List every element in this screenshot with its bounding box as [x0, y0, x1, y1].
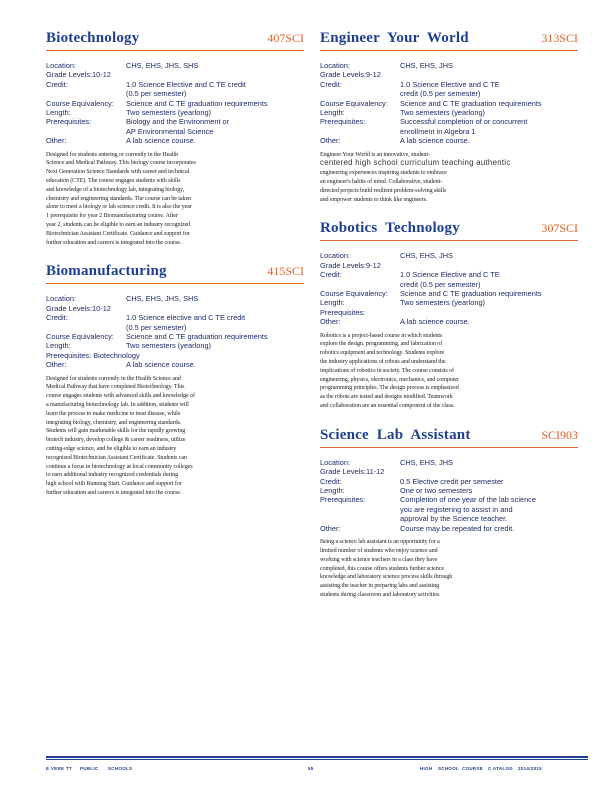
info-length [320, 108, 578, 117]
course-code: 313SCI [541, 31, 578, 45]
info-value: Science and C TE graduation requirements [126, 332, 268, 342]
info-prerequisites [46, 117, 304, 136]
course-info [46, 61, 304, 146]
info-grade-levels [46, 304, 304, 313]
info-length [46, 341, 304, 350]
course-description: Designed for students currently in the Health Science and Medical Pathway that have completed Biotechnology. This course engages students with advanced skills and knowledge of a manufacturing biotechnology lab. In addition, students will learn the process to make medicine to treat disease, while integrating biology, chemistry, and engineering standards. Students will gain marketable skills for the rapidly growing biotech industry, develop college & career readiness, utilize cutting-edge science, and be eligible to earn an industry recognized Biotechnician Assistant Certificate. Students can continue a focus in biotechnology at local community colleges to earn additional industry recognized credentials during high school with Running Start. Guidance and support for further education and careers is integrated into the course. [46, 375, 195, 497]
info-value: A lab science course. [126, 360, 196, 370]
course-title: Science Lab Assistant [320, 426, 471, 443]
info-other [320, 136, 578, 145]
course-science-lab-assistant [320, 427, 578, 600]
info-grade-levels [320, 70, 578, 79]
footer-district: E VERE TT [46, 766, 72, 771]
course-header [320, 220, 578, 241]
info-label: Other: [46, 360, 67, 370]
info-equivalency [320, 289, 578, 298]
info-equivalency [46, 332, 304, 341]
info-location [46, 61, 304, 70]
course-description: Being a science lab assistant is an opportunity for a limited number of students who enjoy science and working with science teachers in a class they have completed, this course offers students further science knowledge and laboratory science process skills through assisting the teacher in preparing labs and assisting students during classroom and laboratory activities. [320, 539, 453, 598]
course-description: Designed for students entering or currently in the Health Science and Medical Pathway. This biology course incorporates Next Generation Science Standards with career and technical education (CTE). The course engages students with skills and knowledge of a biotechnology lab, integrating biology, chemistry and engineering standards. The course can be taken alone to meet a biology or lab science credit. It is also the year 1 prerequisite for year 2 Biomanufacturing course. After year 2, students can be eligible to earn an industry recognized Biotechnician Assistant Certificate. Guidance and support for further education and careers is integrated into the course. [46, 151, 196, 246]
course-title: Biotechnology [46, 30, 140, 46]
info-length [46, 108, 304, 117]
info-value: Two semesters (yearlong) [126, 341, 212, 351]
info-value: Biology and the Environment or AP Environmental Science [126, 117, 230, 136]
info-grade-levels [320, 467, 578, 476]
info-value: CHS, EHS, JHS [400, 61, 453, 70]
info-label: Credit: [46, 313, 68, 323]
page-number: 55 [308, 766, 314, 771]
info-value: Science and C TE graduation requirements [126, 98, 268, 108]
info-length [320, 298, 578, 307]
info-value: Successful completion of or concurrent enrollment in Algebra 1 [400, 117, 528, 136]
info-length [320, 486, 578, 495]
info-value: CHS, EHS, JHS, SHS [126, 294, 199, 304]
info-label: Location: [320, 61, 350, 70]
info-label: Credit: [320, 476, 342, 486]
info-credit [46, 80, 304, 99]
course-code: SCI903 [541, 427, 578, 442]
info-label: Prerequisites: [320, 495, 366, 505]
info-equivalency [46, 99, 304, 108]
info-value: 1.0 Science elective and C TE credit (0.5 per semester) [126, 313, 245, 332]
info-label: Prerequisites: [320, 307, 366, 317]
course-robotics-technology [320, 220, 578, 410]
course-header [320, 30, 578, 51]
info-value: CHS, EHS, JHS [400, 457, 453, 467]
course-title: Robotics Technology [320, 220, 460, 237]
course-header [320, 427, 578, 448]
description-highlight: centered high school curriculum teaching authentic [320, 158, 511, 168]
info-value: 1.0 Science Elective and C TE credit (0.5 per semester) [126, 79, 246, 99]
info-label: Credit: [320, 79, 342, 89]
info-label: Prerequisites: Biotechnology [46, 350, 140, 360]
info-label: Length: [46, 108, 71, 118]
page-footer [46, 766, 576, 776]
info-value: Completion of one year of the lab science you are registering to assist in and approval by the Science teacher. [400, 495, 536, 524]
course-title: Biomanufacturing [46, 263, 167, 280]
info-label: Location: [320, 251, 350, 261]
course-code: 307SCI [541, 221, 578, 236]
info-label: Other: [320, 523, 341, 533]
info-grade-levels [320, 261, 578, 270]
info-value: Science and C TE graduation requirements [400, 98, 542, 108]
course-description: Robotics is a project-based course in which students explore the design, programming, and fabrication of robotics equipment and technology. Students explore the industry applications of robots and understand the implications of robotics in society. The course consists of engineering, physics, electronics, mechanics, and computer programming principles. The design process is emphasized as the robots are tested and designs modified. Teamwork and collaboration are an essential component of the class. [320, 332, 459, 410]
info-value: A lab science course. [126, 136, 196, 146]
info-credit [320, 477, 578, 486]
info-label: Length: [320, 108, 345, 118]
info-value: CHS, EHS, JHS, SHS [126, 61, 199, 70]
info-other [320, 317, 578, 326]
info-label: Length: [320, 486, 345, 496]
course-info [320, 251, 578, 326]
footer-catalog: HIGH [420, 766, 433, 771]
info-label: Course Equivalency: [46, 98, 114, 108]
info-location [46, 294, 304, 303]
info-value: 1.0 Science Elective and C TE credit (0.5 per semester) [400, 270, 500, 289]
info-value: 1.0 Science Elective and C TE credit (0.5 per semester) [400, 79, 500, 99]
footer-district: SCHOOLS [108, 766, 133, 771]
info-label: Grade Levels:10-12 [46, 70, 111, 80]
footer-district: PUBLIC [80, 766, 99, 771]
info-location [320, 458, 578, 467]
info-prerequisites [46, 351, 304, 360]
info-location [320, 251, 578, 260]
info-value: Two semesters (yearlong) [400, 298, 486, 308]
info-label: Course Equivalency: [320, 98, 388, 108]
course-description [320, 151, 578, 205]
footer-catalog: C ATALOG [488, 766, 514, 771]
info-label: Credit: [46, 79, 68, 89]
info-label: Grade Levels:11-12 [320, 467, 385, 477]
course-engineer-your-world [320, 30, 578, 204]
footer-divider-thin [46, 759, 588, 760]
right-column [320, 30, 578, 616]
course-biomanufacturing [46, 263, 304, 497]
footer-year: 2014/2015 [518, 766, 542, 771]
info-equivalency [320, 99, 578, 108]
left-column [46, 30, 304, 514]
info-label: Length: [320, 298, 345, 308]
info-value: One or two semesters [400, 486, 473, 496]
info-prerequisites [320, 117, 578, 136]
info-label: Prerequisites: [320, 117, 366, 127]
course-title: Engineer Your World [320, 30, 469, 46]
info-label: Other: [320, 136, 341, 146]
info-credit [46, 313, 304, 332]
info-label: Course Equivalency: [320, 289, 388, 299]
info-label: Location: [46, 294, 76, 304]
footer-catalog: COURSE [462, 766, 484, 771]
course-biotechnology [46, 30, 304, 247]
info-label: Other: [320, 317, 341, 327]
info-credit [320, 80, 578, 99]
course-info [320, 458, 578, 533]
info-value: 0.5 Elective credit per semester [400, 476, 504, 486]
info-other [46, 136, 304, 145]
info-value [400, 308, 578, 317]
info-value: CHS, EHS, JHS [400, 251, 453, 261]
info-credit [320, 270, 578, 289]
info-other [320, 524, 578, 533]
info-prerequisites [320, 308, 578, 317]
info-value: Science and C TE graduation requirements [400, 289, 542, 299]
info-label: Location: [320, 457, 350, 467]
info-label: Grade Levels:9-12 [320, 70, 381, 80]
info-grade-levels [46, 70, 304, 79]
course-info [46, 294, 304, 369]
info-value: Two semesters (yearlong) [400, 108, 486, 118]
course-header [46, 30, 304, 51]
info-label: Length: [46, 341, 71, 351]
info-label: Credit: [320, 270, 342, 280]
course-code: 415SCI [267, 264, 304, 279]
description-text: Engineer Your World is an innovative, student- [320, 151, 430, 158]
info-label: Course Equivalency: [46, 332, 114, 342]
info-value: Course may be repeated for credit. [400, 523, 515, 533]
info-value: A lab science course. [400, 136, 470, 146]
course-info [320, 61, 578, 146]
info-label: Grade Levels:9-12 [320, 260, 381, 270]
course-header [46, 263, 304, 284]
course-code: 407SCI [267, 31, 304, 45]
info-label: Grade Levels:10-12 [46, 303, 111, 313]
info-location [320, 61, 578, 70]
info-label: Other: [46, 136, 67, 146]
info-prerequisites [320, 495, 578, 523]
info-label: Location: [46, 61, 76, 70]
info-value: Two semesters (yearlong) [126, 108, 212, 118]
info-label: Prerequisites: [46, 117, 92, 127]
footer-divider [46, 756, 588, 758]
footer-catalog: SCHOOL [438, 766, 460, 771]
info-value: A lab science course. [400, 317, 470, 327]
description-text: engineering experiences inspiring students to embrace an engineer's habits of mind. Collaborative, student- directed projects build resilient problem-solving skills and empower students to think like engineers. [320, 170, 447, 203]
info-other [46, 360, 304, 369]
